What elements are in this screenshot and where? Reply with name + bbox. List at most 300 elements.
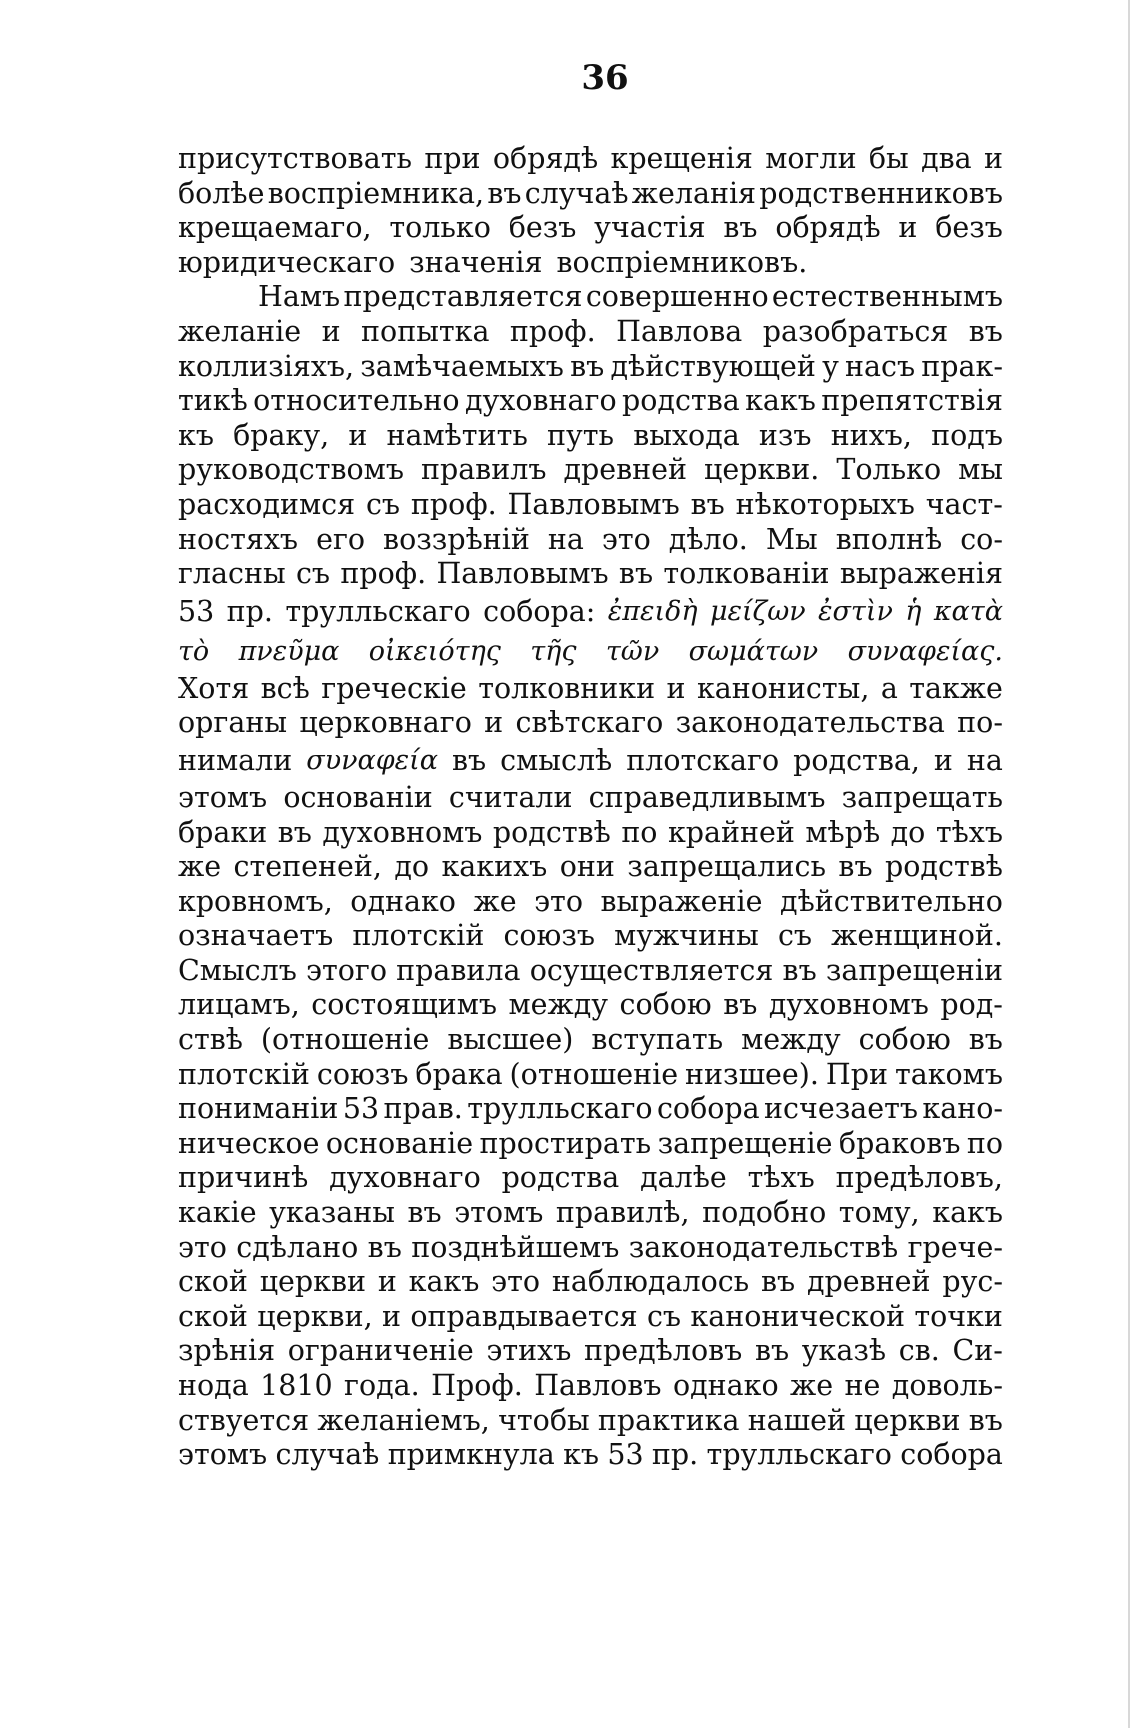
word: въ: [782, 953, 817, 987]
word: примкнула: [387, 1438, 555, 1472]
word: въ: [754, 1334, 790, 1368]
word: нода: [178, 1369, 249, 1402]
text-line: [178, 1438, 1003, 1473]
word: церкви: [854, 1403, 961, 1437]
word: Павловымъ: [507, 487, 680, 521]
word: съ: [365, 487, 401, 521]
word: со-: [960, 522, 1003, 556]
word: τῶν: [605, 635, 660, 667]
word: ностяхъ: [178, 522, 299, 556]
word: древней: [806, 1265, 931, 1299]
text-line: [178, 672, 1003, 707]
word: обрядѣ: [492, 142, 599, 175]
word: они: [559, 850, 615, 884]
word: доволь-: [891, 1369, 1003, 1402]
word: Павловымъ: [436, 557, 609, 591]
word: плотскаго: [626, 743, 780, 777]
word: намѣтить: [386, 418, 528, 452]
word: степеней,: [233, 850, 382, 884]
word: мужчины: [614, 919, 759, 953]
text-line: [178, 988, 1003, 1023]
word: два: [921, 142, 972, 175]
word: лицамъ,: [178, 988, 300, 1022]
word: между: [741, 1023, 841, 1057]
word: бы: [868, 142, 909, 175]
word: гласны: [178, 557, 286, 591]
word: мы: [958, 453, 1003, 487]
word: основаніе: [325, 1126, 474, 1160]
word: обрядѣ: [775, 211, 881, 245]
word: Проф.: [431, 1369, 523, 1402]
word: это: [601, 522, 651, 556]
word: считали: [448, 780, 573, 814]
word: съ: [295, 557, 331, 591]
word: союзъ: [316, 1057, 409, 1091]
word: духовномъ: [768, 988, 929, 1022]
word: осуществляется: [529, 953, 774, 987]
word: въ: [618, 557, 654, 591]
word: трулльскаго: [467, 1092, 653, 1126]
word: и: [898, 211, 918, 245]
word: ской: [178, 1299, 248, 1333]
text-line: [178, 1369, 1003, 1404]
text-line: [178, 632, 1003, 672]
word: какъ: [408, 1265, 480, 1299]
text-line: [178, 1092, 1003, 1127]
word: мѣрѣ: [805, 815, 881, 849]
word: проф.: [509, 314, 596, 348]
word: основаніи: [283, 780, 433, 814]
word: практика: [597, 1403, 740, 1437]
word: безъ: [935, 211, 1003, 245]
word: точки: [914, 1299, 1003, 1333]
word: τὸ: [178, 635, 210, 667]
word: собора: [656, 1092, 760, 1126]
text-line: [178, 1300, 1003, 1335]
word: по: [621, 815, 658, 849]
word: плотскій: [352, 919, 485, 953]
word: желанія: [631, 176, 757, 210]
word: въ: [451, 743, 487, 777]
word: толкованіи: [663, 557, 830, 591]
word: дѣйствительно: [780, 884, 1003, 918]
word: церковнаго: [299, 706, 472, 740]
word: расходимся: [178, 487, 356, 521]
word: древней: [563, 453, 688, 487]
text-line: [178, 919, 1003, 954]
word: 53: [178, 594, 215, 628]
word: и: [666, 671, 686, 705]
word: тѣхъ: [747, 1161, 815, 1195]
word: попытка: [361, 314, 490, 348]
word: родствѣ: [492, 815, 611, 849]
word: родствѣ: [885, 850, 1003, 884]
word: крещаемаго,: [178, 211, 372, 245]
word: πνεῦμα: [238, 635, 340, 667]
text-line: [178, 706, 1003, 741]
word: тѣхъ: [935, 815, 1003, 849]
word: высшее): [447, 1023, 574, 1057]
word: представляется: [343, 280, 583, 314]
word: случаѣ: [275, 1438, 380, 1472]
word: и: [381, 1299, 401, 1333]
text-line: [178, 453, 1003, 488]
word: естественнымъ: [771, 280, 1003, 314]
word: воспріемника,: [267, 176, 485, 210]
word: духовнаго: [464, 384, 617, 418]
text-line: [178, 741, 1003, 781]
word: запрещеніи: [825, 953, 1003, 987]
word: свѣтскаго: [515, 706, 664, 740]
word: собора: [900, 1438, 1003, 1472]
text-line: [178, 1161, 1003, 1196]
word: κατὰ: [933, 595, 1003, 627]
word: плотскій: [178, 1057, 310, 1091]
word: собою: [858, 1023, 951, 1057]
word: этомъ: [178, 1438, 268, 1472]
word: при: [424, 142, 481, 175]
word: сдѣлано: [236, 1230, 359, 1264]
word: у: [822, 349, 839, 383]
word: брака: [415, 1057, 503, 1091]
word: не: [844, 1369, 881, 1402]
word: въ: [690, 487, 725, 521]
text-line: [178, 1334, 1003, 1369]
word: насъ: [845, 349, 916, 383]
word: нашей: [747, 1403, 847, 1437]
text-line: [178, 1231, 1003, 1266]
word: въ: [968, 1023, 1003, 1057]
word: оправдывается: [410, 1299, 638, 1333]
word: Только: [836, 453, 942, 487]
word: канонисты,: [696, 671, 870, 705]
word: пр.: [651, 1438, 699, 1472]
word: родства: [622, 384, 740, 418]
word: запрещать: [841, 780, 1003, 814]
word: Си-: [952, 1334, 1003, 1368]
word: руководствомъ: [178, 453, 404, 487]
word: однако: [350, 884, 456, 918]
word: зрѣнія: [178, 1334, 276, 1368]
word: ническое: [178, 1126, 320, 1160]
word: значенія: [409, 245, 543, 279]
word: тикѣ: [178, 384, 248, 418]
word: могли: [765, 142, 857, 175]
text-line: [178, 1058, 1003, 1093]
word: въ: [367, 1230, 402, 1264]
word: трулльскаго: [285, 594, 471, 628]
word: и: [377, 1265, 397, 1299]
word: предѣловъ: [584, 1334, 743, 1368]
word: изъ: [758, 418, 812, 452]
word: ἐπειδὴ: [607, 595, 698, 627]
word: до: [394, 850, 430, 884]
word: Намъ: [258, 280, 341, 314]
word: ской: [178, 1265, 248, 1299]
word: ἡ: [905, 595, 922, 627]
word: по: [966, 1126, 1003, 1160]
word: участія: [594, 211, 706, 245]
word: родства: [501, 1161, 620, 1195]
word: выхода: [633, 418, 740, 452]
word: ограниченіе: [287, 1334, 474, 1368]
word: и: [321, 314, 341, 348]
word: замѣчаемыхъ: [360, 349, 564, 383]
word: съ: [646, 1299, 682, 1333]
word: нимали: [178, 743, 293, 777]
word: вполнѣ: [835, 522, 943, 556]
word: подъ: [931, 418, 1003, 452]
word: это: [178, 1230, 227, 1264]
word: это: [491, 1265, 541, 1299]
word: родственниковъ: [759, 176, 1003, 210]
word: μείζων: [709, 595, 806, 627]
text-line: [178, 280, 1003, 315]
word: пр.: [226, 594, 273, 628]
text-line: [178, 781, 1003, 816]
word: пониманіи: [178, 1092, 339, 1126]
word: греческіе: [321, 671, 467, 705]
word: въ: [570, 349, 605, 383]
word: указѣ: [801, 1334, 887, 1368]
word: крещенія: [610, 142, 753, 175]
word: воспріемниковъ.: [556, 245, 808, 279]
text-line: [178, 419, 1003, 454]
word: Павловъ: [534, 1369, 662, 1402]
text-line: [178, 816, 1003, 851]
text-line: [178, 246, 1003, 281]
text-line: [178, 1196, 1003, 1231]
word: указаны: [269, 1196, 395, 1230]
word: Хотя: [178, 671, 250, 705]
word: однако: [672, 1369, 779, 1402]
word: родства,: [793, 743, 920, 777]
word: года.: [344, 1369, 420, 1402]
word: же: [178, 850, 222, 884]
word: крайней: [667, 815, 795, 849]
text-line: [178, 592, 1003, 632]
word: этомъ: [454, 1196, 544, 1230]
word: и: [348, 418, 368, 452]
word: (отношеніе: [509, 1057, 679, 1091]
word: какихъ: [441, 850, 548, 884]
word: запрещеніе: [657, 1126, 833, 1160]
word: состоящимъ: [311, 988, 498, 1022]
word: справедливымъ: [588, 780, 826, 814]
word: 53: [342, 1092, 380, 1126]
word: нихъ,: [830, 418, 912, 452]
word: рус-: [942, 1265, 1003, 1299]
body-text: [178, 142, 1003, 1473]
word: кано-: [922, 1092, 1003, 1126]
word: (отношеніе: [260, 1023, 430, 1057]
word: желаніе: [178, 314, 302, 348]
word: тому,: [838, 1196, 920, 1230]
word: прак-: [921, 349, 1003, 383]
word: συναφεία: [306, 744, 438, 776]
word: канонической: [690, 1299, 905, 1333]
word: органы: [178, 706, 288, 740]
word: означаетъ: [178, 919, 334, 953]
word: а: [880, 671, 898, 705]
word: всѣ: [260, 671, 310, 705]
text-line: [178, 315, 1003, 350]
word: При: [825, 1057, 889, 1091]
word: прав.: [383, 1092, 463, 1126]
text-line: [178, 211, 1003, 246]
word: въ: [968, 314, 1003, 348]
word: выраженіе: [600, 884, 763, 918]
word: присутствовать: [178, 142, 412, 175]
text-line: [178, 384, 1003, 419]
word: кровномъ,: [178, 884, 333, 918]
word: на: [547, 522, 584, 556]
word: вступать: [591, 1023, 724, 1057]
word: такомъ: [894, 1057, 1003, 1091]
text-line: [178, 523, 1003, 558]
word: препятствія: [821, 384, 1003, 418]
word: въ: [723, 988, 758, 1022]
word: далѣе: [640, 1161, 727, 1195]
word: до: [890, 815, 926, 849]
word: дѣйствующей: [610, 349, 816, 383]
text-line: [178, 177, 1003, 212]
text-line: [178, 350, 1003, 385]
word: воззрѣній: [383, 522, 530, 556]
word: выраженія: [839, 557, 1003, 591]
word: союзъ: [503, 919, 596, 953]
text-line: [178, 1127, 1003, 1162]
word: наблюдалось: [551, 1265, 750, 1299]
word: юридическаго: [178, 245, 396, 279]
word: правила: [396, 953, 521, 987]
word: и: [484, 706, 504, 740]
word: οἰκειότης: [368, 635, 501, 667]
word: разобраться: [762, 314, 949, 348]
word: на: [966, 743, 1003, 777]
word: проф.: [340, 557, 427, 591]
word: это: [534, 884, 583, 918]
word: браку,: [233, 418, 330, 452]
word: же: [790, 1369, 834, 1402]
word: Смыслъ: [178, 953, 297, 987]
text-line: [178, 557, 1003, 592]
word: также: [909, 671, 1003, 705]
word: церкви: [259, 1265, 367, 1299]
page-number: 36: [581, 58, 629, 98]
word: нѣкоторыхъ: [735, 487, 915, 521]
word: въ: [838, 850, 873, 884]
word: трулльскаго: [706, 1438, 892, 1472]
word: женщиной.: [831, 919, 1003, 953]
word: подобно: [702, 1196, 827, 1230]
word: церкви,: [257, 1299, 373, 1333]
word: позднѣйшемъ: [411, 1230, 620, 1264]
word: и: [983, 142, 1003, 175]
word: правилъ: [420, 453, 547, 487]
word: св.: [898, 1334, 940, 1368]
word: смыслѣ: [500, 743, 613, 777]
word: же: [473, 884, 517, 918]
word: какіе: [178, 1196, 257, 1230]
word: относительно: [253, 384, 460, 418]
word: συναφείας.: [847, 635, 1003, 667]
word: ствуется: [178, 1403, 310, 1437]
text-line: [178, 850, 1003, 885]
text-line: [178, 1404, 1003, 1439]
word: къ: [178, 418, 214, 452]
word: браки: [178, 815, 268, 849]
word: 1810: [260, 1369, 333, 1402]
word: духовномъ: [322, 815, 483, 849]
word: этихъ: [486, 1334, 572, 1368]
word: церкви.: [704, 453, 820, 487]
word: въ: [723, 211, 758, 245]
word: въ: [487, 176, 522, 210]
word: путь: [547, 418, 615, 452]
word: низшее).: [685, 1057, 819, 1091]
word: въ: [277, 815, 312, 849]
word: только: [389, 211, 491, 245]
word: предѣловъ,: [835, 1161, 1003, 1195]
word: част-: [925, 487, 1003, 521]
word: дѣло.: [668, 522, 748, 556]
word: σωμάτων: [688, 635, 819, 667]
word: законодательства: [675, 706, 945, 740]
text-line: [178, 142, 1003, 177]
word: род-: [940, 988, 1003, 1022]
word: съ: [777, 919, 813, 953]
word: въ: [407, 1196, 442, 1230]
word: исчезаетъ: [764, 1092, 919, 1126]
page-edge: [1128, 0, 1130, 1728]
word: простирать: [479, 1126, 652, 1160]
word: и: [933, 743, 953, 777]
word: духовнаго: [329, 1161, 481, 1195]
word: совершенно: [585, 280, 769, 314]
text-line: [178, 954, 1003, 989]
word: случаѣ: [524, 176, 629, 210]
word: въ: [761, 1265, 796, 1299]
word: браковъ: [838, 1126, 961, 1160]
word: Павлова: [616, 314, 743, 348]
word: ствѣ: [178, 1023, 243, 1057]
word: безъ: [508, 211, 577, 245]
word: 53: [607, 1438, 644, 1472]
word: по-: [957, 706, 1003, 740]
word: въ: [968, 1403, 1003, 1437]
word: какъ: [745, 384, 816, 418]
word: какъ: [932, 1196, 1003, 1230]
word: желаніемъ,: [317, 1403, 490, 1437]
word: ἐστὶν: [818, 595, 893, 627]
word: чтобы: [498, 1403, 590, 1437]
word: толковники: [478, 671, 656, 705]
text-line: [178, 1023, 1003, 1058]
word: собора:: [483, 594, 596, 628]
word: этого: [306, 953, 387, 987]
text-line: [178, 488, 1003, 523]
word: этомъ: [178, 780, 268, 814]
word: болѣе: [178, 176, 265, 210]
word: проф.: [410, 487, 497, 521]
word: τῆς: [530, 635, 577, 667]
word: собою: [619, 988, 712, 1022]
text-line: [178, 1265, 1003, 1300]
word: коллизіяхъ,: [178, 349, 355, 383]
word: правилѣ,: [555, 1196, 690, 1230]
word: Мы: [765, 522, 818, 556]
